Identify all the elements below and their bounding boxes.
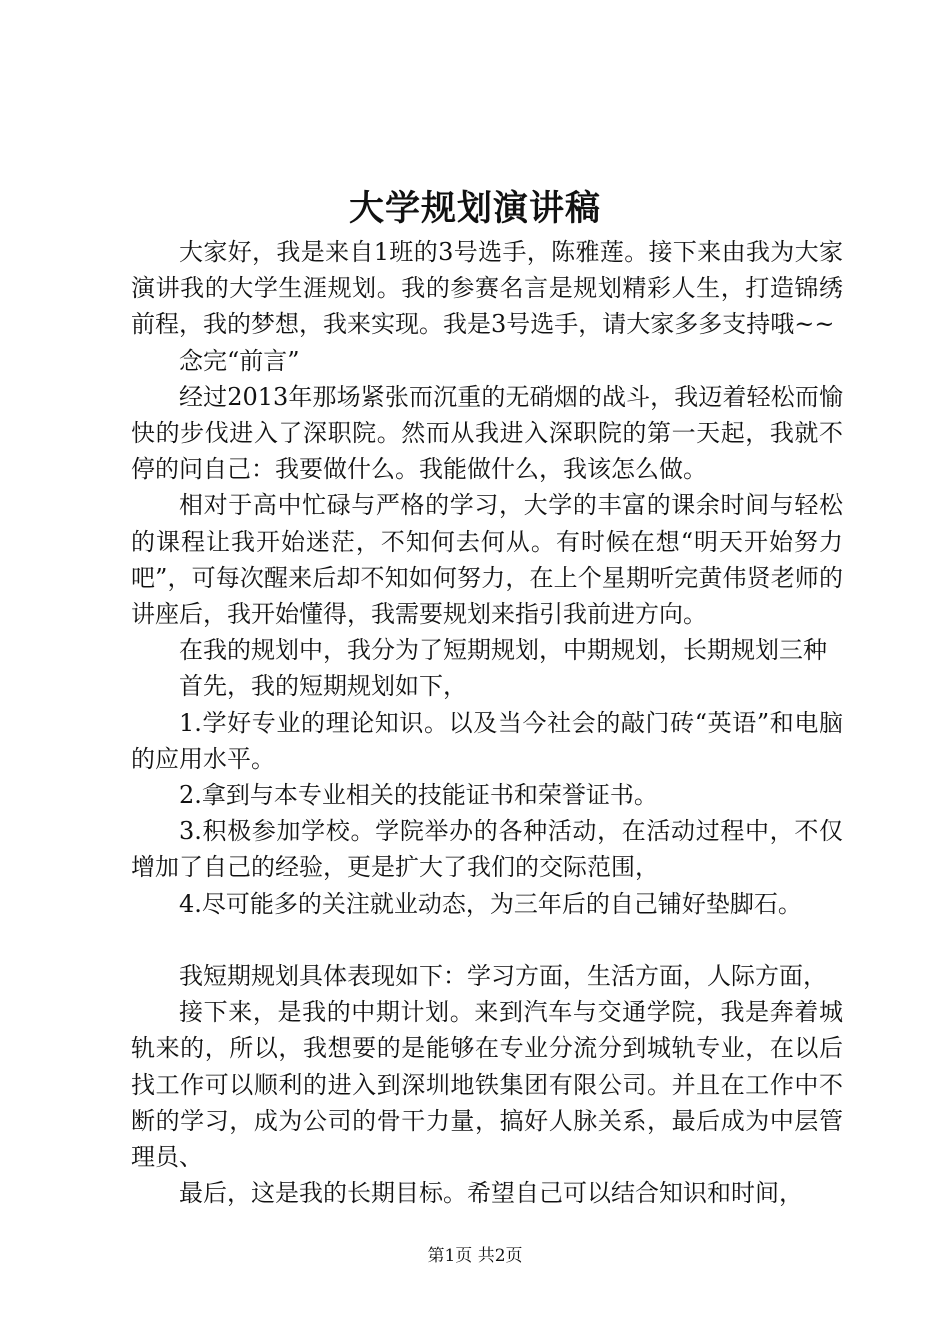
- page-footer: 第1页 共2页: [427, 1246, 523, 1266]
- list-item-3: 3.积极参加学校。学院举办的各种活动，在活动过程中，不仅增加了自己的经验，更是扩大了我们的交际范围，: [131, 817, 843, 882]
- paragraph-short-term-intro: 首先，我的短期规划如下，: [179, 672, 467, 701]
- list-item-2: 2.拿到与本专业相关的技能证书和荣誉证书。: [179, 781, 658, 810]
- list-item-4: 4.尽可能多的关注就业动态，为三年后的自己铺好垫脚石。: [179, 889, 802, 918]
- paragraph-confusion: 相对于高中忙碌与严格的学习，大学的丰富的课余时间与轻松的课程让我开始迷茫，不知何去何从。有时候在想“明天开始努力吧”，可每次醒来后却不知如何努力，在上个星期听完黄伟贤老师的讲座后，我开始懂得，我需要规划来指引我前进方向。: [131, 491, 843, 629]
- blank-line: [131, 922, 843, 958]
- paragraph-short-term-details: 我短期规划具体表现如下：学习方面，生活方面，人际方面，: [179, 962, 827, 991]
- paragraph-plan-types: 在我的规划中，我分为了短期规划，中期规划，长期规划三种: [179, 636, 827, 665]
- paragraph-long-term: 最后，这是我的长期目标。希望自己可以结合知识和时间，: [179, 1179, 803, 1208]
- document-body: [131, 234, 843, 1211]
- paragraph-preface-note: 念完“前言”: [179, 346, 300, 375]
- paragraph-intro: 大家好，我是来自1班的3号选手，陈雅莲。接下来由我为大家演讲我的大学生涯规划。我的参赛名言是规划精彩人生，打造锦绣前程，我的梦想，我来实现。我是3号选手，请大家多多支持哦~~: [131, 238, 843, 339]
- paragraph-entry: 经过2013年那场紧张而沉重的无硝烟的战斗，我迈着轻松而愉快的步伐进入了深职院。然而从我进入深职院的第一天起，我就不停的问自己：我要做什么。我能做什么，我该怎么做。: [131, 382, 843, 484]
- document-title: 大学规划演讲稿: [348, 188, 601, 229]
- paragraph-mid-term: 接下来，是我的中期计划。来到汽车与交通学院，我是奔着城轨来的，所以，我想要的是能够在专业分流分到城轨专业，在以后找工作可以顺利的进入到深圳地铁集团有限公司。并且在工作中不断的学习，成为公司的骨干力量，搞好人脉关系，最后成为中层管理员、: [131, 998, 843, 1172]
- list-item-1: 1.学好专业的理论知识。以及当今社会的敲门砖“英语”和电脑的应用水平。: [131, 708, 843, 773]
